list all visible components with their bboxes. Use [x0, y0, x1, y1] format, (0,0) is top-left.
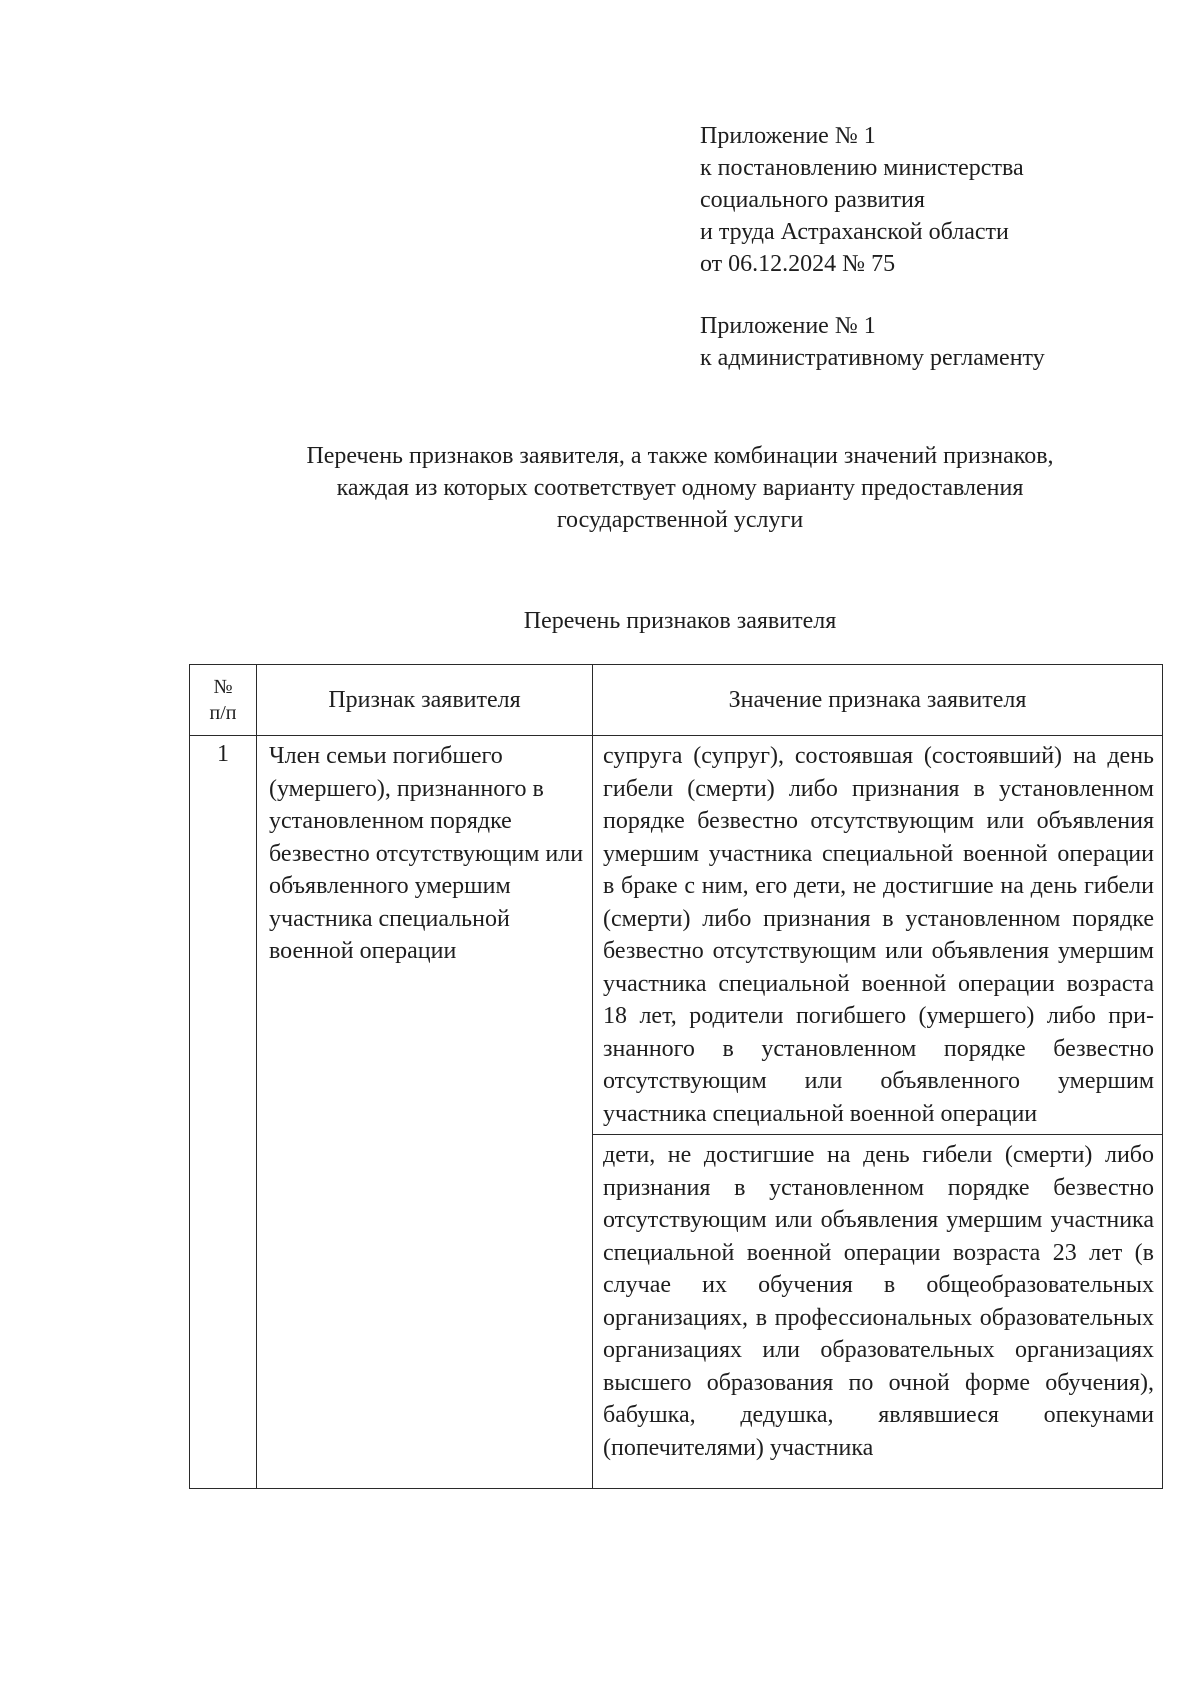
- table-header-row: [190, 665, 1163, 736]
- header-value: Значение признака заявителя: [593, 665, 1163, 736]
- header-sign: Признак заявителя: [257, 665, 593, 736]
- header-number-sign: №: [213, 676, 233, 698]
- document-title: [200, 440, 1160, 536]
- title-line: государственной услуги: [556, 507, 804, 533]
- appendix-line: социального развития: [700, 187, 925, 213]
- appendix-header: [700, 120, 1045, 374]
- title-line: каждая из которых соответствует одному варианту предоставления: [336, 475, 1024, 501]
- criteria-table: [189, 664, 1163, 1489]
- spacer: [700, 280, 1045, 310]
- title-line: Перечень признаков заявителя, а также комбинации значений признаков,: [306, 443, 1054, 469]
- row-value-text: дети, не достигшие на день гибели (смерти) либо признания в установленном порядке безвестно отсутствующим или объявления умершим участника специальной военной операции возраста 23 лет (в случае их обучения в общеобразовательных организациях, в профессиональных образовательных организациях или образовательных организациях высшего образования по очной форме обучения), бабушка, дедушка, являвшиеся опекунами (попечителями) участника: [603, 1142, 1154, 1461]
- section-title: Перечень признаков заявителя: [523, 608, 837, 634]
- appendix-number: Приложение № 1: [700, 313, 876, 339]
- appendix-line: к административному регламенту: [700, 345, 1045, 371]
- header-number: [190, 665, 257, 736]
- header-number-abbr: п/п: [209, 702, 237, 724]
- row-number: 1: [190, 736, 257, 1489]
- table-row: [190, 736, 1163, 1135]
- appendix-date: от 06.12.2024 № 75: [700, 251, 896, 277]
- appendix-number: Приложение № 1: [700, 123, 876, 149]
- appendix-line: к постановлению министерства: [700, 155, 1024, 181]
- appendix-line: и труда Астраханской области: [700, 219, 1009, 245]
- row-value: супруга (супруг), состоявшая (состоявший) на день гибели (смерти) либо признания в установленном порядке безвестно отсутствующим или объявления умершим участника специальной военной операции в браке с ним, его дети, не достигшие на день гибели (смерти) либо признания в установленном порядке безвестно отсутствующим или объявления умершим участника специальной военной операции возраста 18 лет, родители погибшего (умершего) либо признанного в установленном порядке безвестно отсутствующим или объявленного умершим участника специальной военной операции: [593, 736, 1163, 1135]
- row-sign: Член семьи погибшего (умершего), признанного в установленном порядке безвестно отсутствующим или объявленного умершим участника специальной военной операции: [257, 736, 593, 1489]
- row-value: [593, 1135, 1163, 1489]
